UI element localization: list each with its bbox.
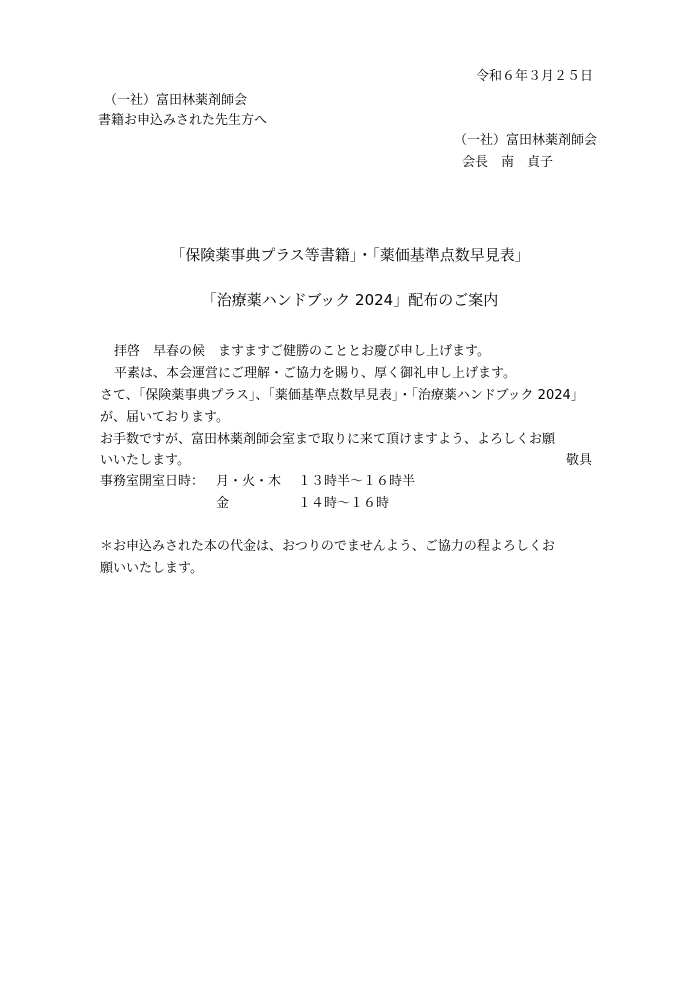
document-title-line-2: 「治療薬ハンドブック 2024」配布のご案内: [201, 291, 499, 309]
body-line-thanks: 平素は、本会運営にご理解・ご協力を賜り、厚く御礼申し上げます。: [114, 366, 516, 381]
body-line-arrived: が、届いております。: [100, 410, 229, 425]
payment-note-line-1: ＊お申込みされた本の代金は、おつりのでませんよう、ご協力の程よろしくお: [100, 539, 555, 554]
recipient-people: 書籍お申込みされた先生方へ: [98, 113, 268, 128]
closing-phrase: 敬具: [566, 453, 593, 468]
body-line-greeting: 拝啓 早春の候 ますますご健勝のこととお慶び申し上げます。: [114, 344, 490, 359]
document-title-line-1: 「保険薬事典プラス等書籍」・「薬価基準点数早見表」: [170, 246, 530, 264]
office-hours-time-weekday: １３時半～１６時半: [298, 474, 416, 489]
recipient-organization: （一社）富田林薬剤師会: [104, 93, 248, 108]
office-hours-days-friday: 金: [216, 496, 230, 511]
sender-organization: （一社）富田林薬剤師会: [454, 133, 598, 148]
body-line-request: お手数ですが、富田林薬剤師会室まで取りに来て頂けますよう、よろしくお願: [100, 432, 556, 447]
body-line-request-end: いいたします。: [100, 453, 190, 468]
document-date: 令和６年３月２５日: [476, 69, 594, 84]
sender-president: 会長 南 貞子: [462, 155, 554, 170]
payment-note-line-2: 願いいたします。: [100, 561, 203, 576]
office-hours-label: 事務室開室日時：: [100, 474, 205, 489]
body-line-books: さて、「保険薬事典プラス」、「薬価基準点数早見表」・「治療薬ハンドブック 2024」: [100, 388, 584, 403]
office-hours-days-weekday: 月・火・木: [216, 474, 282, 489]
office-hours-time-friday: １４時～１６時: [298, 496, 390, 511]
